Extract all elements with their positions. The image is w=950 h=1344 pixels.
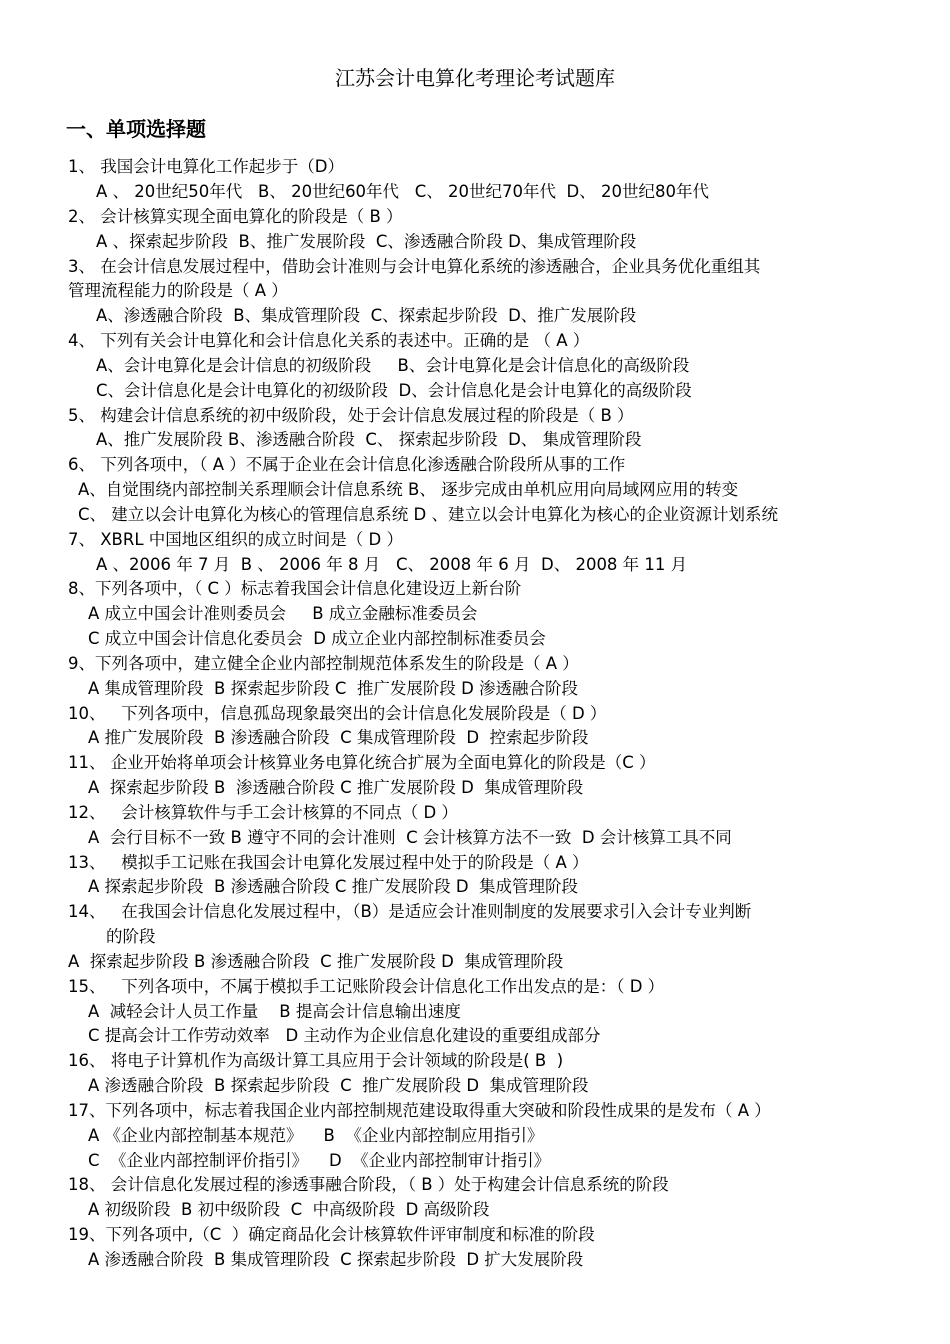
options-18: A 初级阶段 B 初中级阶段 C 中高级阶段 D 高级阶段 — [88, 1200, 490, 1219]
options-8-ab: A 成立中国会计准则委员会 B 成立金融标准委员会 — [88, 604, 478, 623]
question-14: 14、 在我国会计信息化发展过程中，（B）是适应会计准则制度的发展要求引入会计专业判断 — [68, 902, 752, 921]
question-4: 4、 下列有关会计电算化和会计信息化关系的表述中。正确的是 （ A ） — [68, 331, 590, 350]
options-9: A 集成管理阶段 B 探索起步阶段 C 推广发展阶段 D 渗透融合阶段 — [88, 679, 579, 698]
question-3-cont: 管理流程能力的阶段是（ A ） — [68, 281, 288, 300]
question-15: 15、 下列各项中，不属于模拟手工记账阶段会计信息化工作出发点的是：（ D ） — [68, 977, 665, 996]
section-heading: 一、单项选择题 — [66, 117, 206, 141]
question-12: 12、 会计核算软件与手工会计核算的不同点（ D ） — [68, 803, 458, 822]
question-16: 16、 将电子计算机作为高级计算工具应用于会计领域的阶段是( B ) — [68, 1051, 564, 1070]
question-18: 18、 会计信息化发展过程的渗透事融合阶段，（ B ）处于构建会计信息系统的阶段 — [68, 1175, 669, 1194]
options-7: A 、2006 年 7 月 B 、 2006 年 8 月 C、 2008 年 6 月 D、 2008 年 11 月 — [96, 555, 688, 574]
question-9: 9、下列各项中，建立健全企业内部控制规范体系发生的阶段是（ A ） — [68, 654, 579, 673]
question-7: 7、 XBRL 中国地区组织的成立时间是（ D ） — [68, 530, 403, 549]
document-title: 江苏会计电算化考理论考试题库 — [335, 66, 615, 90]
question-1: 1、 我国会计电算化工作起步于（D） — [68, 157, 344, 176]
options-2: A 、探索起步阶段 B、推广发展阶段 C、渗透融合阶段 D、集成管理阶段 — [96, 232, 637, 251]
options-17-cd: C 《企业内部控制评价指引》 D 《企业内部控制审计指引》 — [88, 1151, 551, 1170]
options-8-cd: C 成立中国会计信息化委员会 D 成立企业内部控制标准委员会 — [88, 629, 546, 648]
options-14: A 探索起步阶段 B 渗透融合阶段 C 推广发展阶段 D 集成管理阶段 — [68, 952, 564, 971]
options-15-ab: A 减轻会计人员工作量 B 提高会计信息输出速度 — [88, 1002, 461, 1021]
options-10: A 推广发展阶段 B 渗透融合阶段 C 集成管理阶段 D 控索起步阶段 — [88, 728, 589, 747]
options-4-ab: A、会计电算化是会计信息的初级阶段 B、会计电算化是会计信息化的高级阶段 — [96, 356, 690, 375]
question-17: 17、下列各项中，标志着我国企业内部控制规范建设取得重大突破和阶段性成果的是发布（ A ） — [68, 1101, 771, 1120]
question-6: 6、 下列各项中，（ A ）不属于企业在会计信息化渗透融合阶段所从事的工作 — [68, 455, 626, 474]
question-14-cont: 的阶段 — [106, 927, 156, 946]
options-6-cd: C、 建立以会计电算化为核心的管理信息系统 D 、建立以会计电算化为核心的企业资源计划系统 — [78, 505, 778, 524]
options-6-ab: A、自觉围绕内部控制关系理顺会计信息系统 B、 逐步完成由单机应用向局域网应用的转变 — [78, 480, 739, 499]
options-16: A 渗透融合阶段 B 探索起步阶段 C 推广发展阶段 D 集成管理阶段 — [88, 1076, 589, 1095]
options-19: A 渗透融合阶段 B 集成管理阶段 C 探索起步阶段 D 扩大发展阶段 — [88, 1250, 584, 1269]
question-10: 10、 下列各项中，信息孤岛现象最突出的会计信息化发展阶段是（ D ） — [68, 704, 607, 723]
question-2: 2、 会计核算实现全面电算化的阶段是（ B ） — [68, 207, 403, 226]
options-13: A 探索起步阶段 B 渗透融合阶段 C 推广发展阶段 D 集成管理阶段 — [88, 877, 579, 896]
options-15-cd: C 提高会计工作劳动效率 D 主动作为企业信息化建设的重要组成部分 — [88, 1026, 601, 1045]
question-3: 3、 在会计信息发展过程中，借助会计准则与会计电算化系统的渗透融合，企业具务优化重组其 — [68, 257, 761, 276]
options-5: A、推广发展阶段 B、渗透融合阶段 C、 探索起步阶段 D、 集成管理阶段 — [96, 430, 642, 449]
options-3: A、渗透融合阶段 B、集成管理阶段 C、探索起步阶段 D、推广发展阶段 — [96, 306, 637, 325]
question-8: 8、下列各项中，（ C ）标志着我国会计信息化建设迈上新台阶 — [68, 579, 522, 598]
options-11: A 探索起步阶段 B 渗透融合阶段 C 推广发展阶段 D 集成管理阶段 — [88, 778, 584, 797]
question-5: 5、 构建会计信息系统的初中级阶段，处于会计信息发展过程的阶段是（ B ） — [68, 406, 634, 425]
question-11: 11、 企业开始将单项会计核算业务电算化统合扩展为全面电算化的阶段是（C ） — [68, 753, 656, 772]
question-13: 13、 模拟手工记账在我国会计电算化发展过程中处于的阶段是（ A ） — [68, 853, 589, 872]
options-17-ab: A 《企业内部控制基本规范》 B 《企业内部控制应用指引》 — [88, 1126, 544, 1145]
options-1: A 、 20世纪50年代 B、 20世纪60年代 C、 20世纪70年代 D、 20世纪80年代 — [96, 182, 709, 201]
options-4-cd: C、会计信息化是会计电算化的初级阶段 D、会计信息化是会计电算化的高级阶段 — [96, 381, 692, 400]
options-12: A 会行目标不一致 B 遵守不同的会计准则 C 会计核算方法不一致 D 会计核算工具不同 — [88, 828, 732, 847]
question-19: 19、下列各项中,（C ）确定商品化会计核算软件评审制度和标准的阶段 — [68, 1225, 595, 1244]
